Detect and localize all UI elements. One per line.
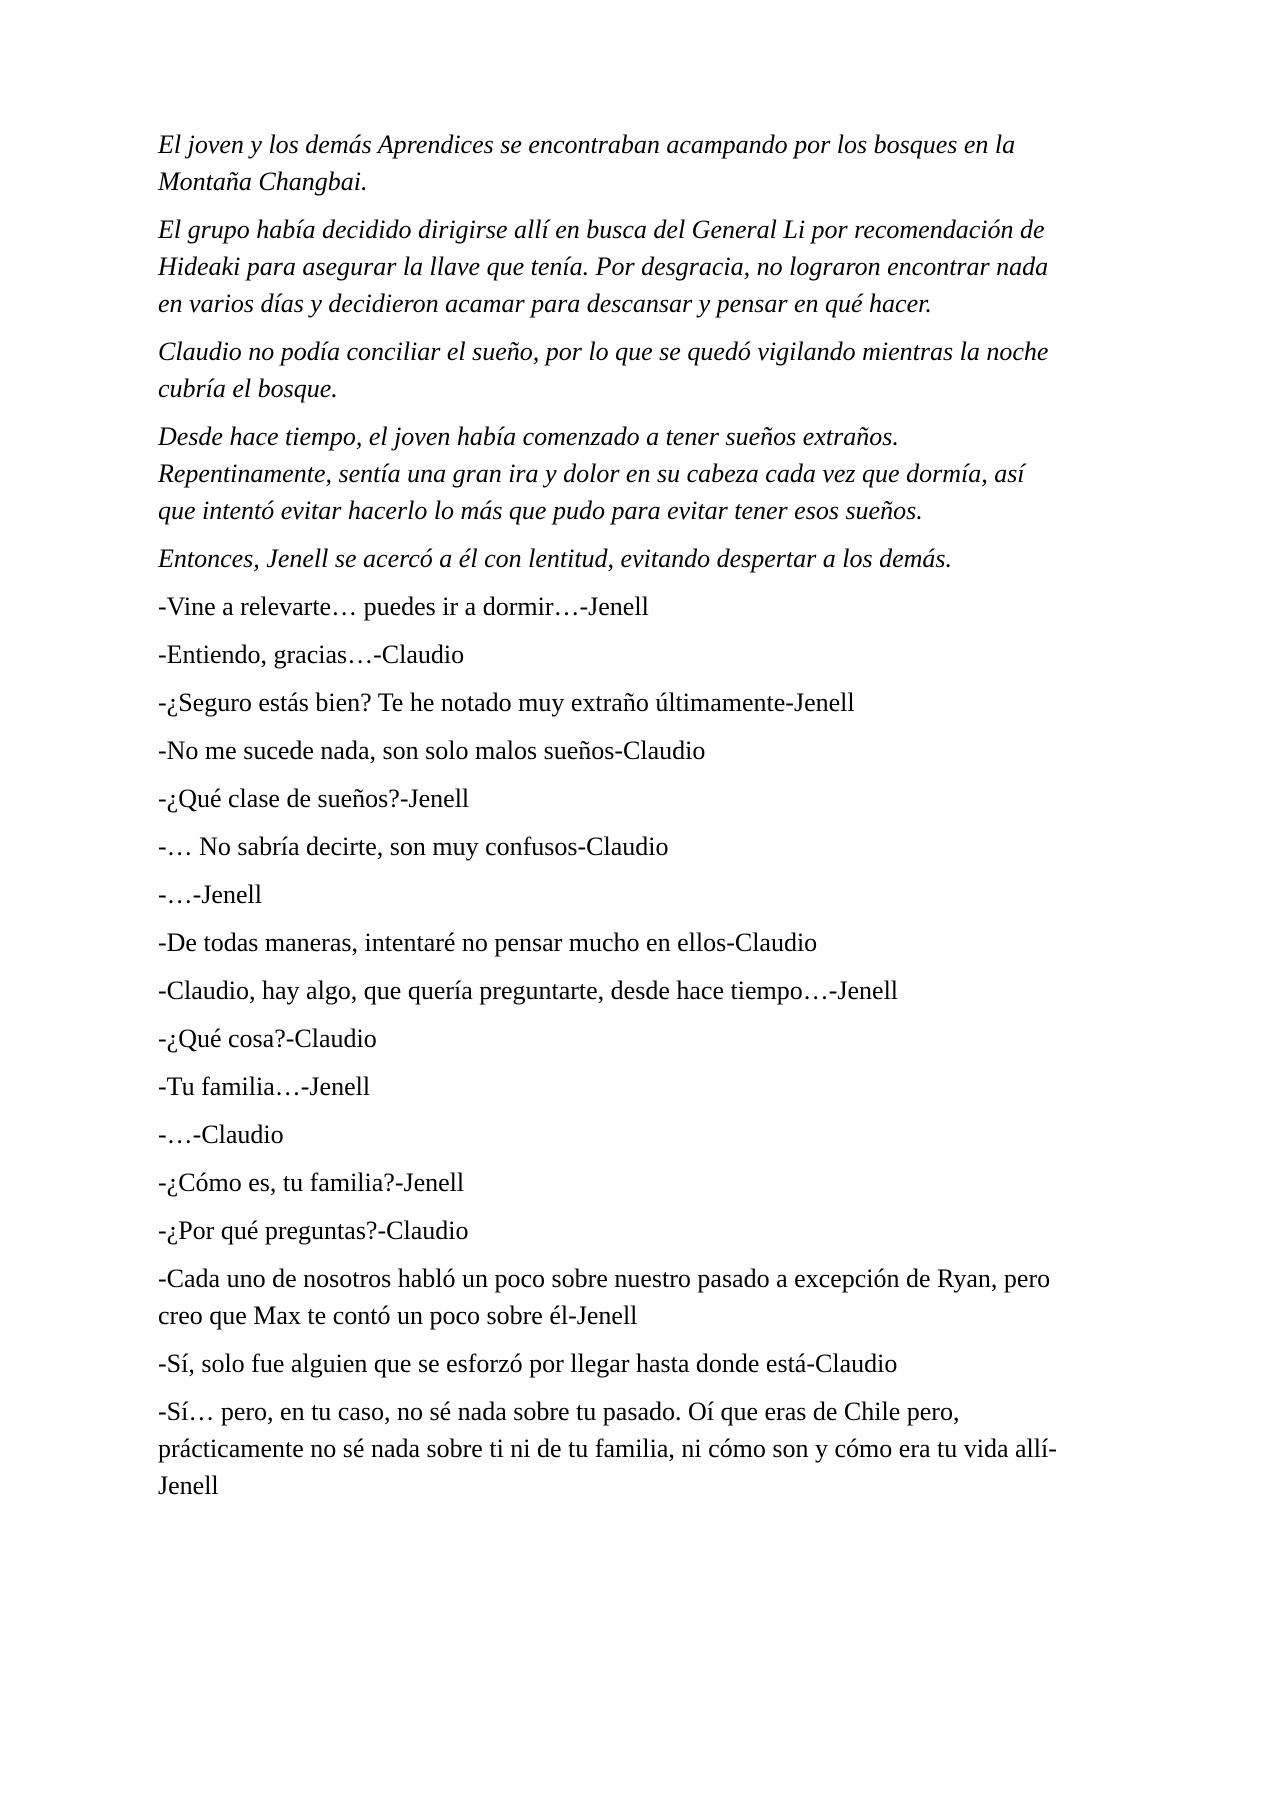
narration-paragraph: Desde hace tiempo, el joven había comenzado a tener sueños extraños. Repentinamente, sentía una gran ira y dolor en su cabeza cada vez que dormía, así que intentó evitar hacerlo lo más que pudo para evitar tener esos sueños. xyxy=(158,422,1025,525)
dialogue-line: -Sí… pero, en tu caso, no sé nada sobre tu pasado. Oí que eras de Chile pero, prácticamente no sé nada sobre ti ni de tu familia, ni cómo son y cómo era tu vida allí-Jenell xyxy=(158,1397,1057,1500)
dialogue-line: -No me sucede nada, son solo malos sueños-Claudio xyxy=(158,736,706,765)
dialogue-line: -Tu familia…-Jenell xyxy=(158,1072,371,1101)
dialogue-line: -…-Jenell xyxy=(158,880,262,909)
dialogue-line: -Cada uno de nosotros habló un poco sobre nuestro pasado a excepción de Ryan, pero creo que Max te contó un poco sobre él-Jenell xyxy=(158,1264,1051,1330)
dialogue-line: -¿Qué cosa?-Claudio xyxy=(158,1024,377,1053)
narration-paragraph: El grupo había decidido dirigirse allí en busca del General Li por recomendación de Hideaki para asegurar la llave que tenía. Por desgracia, no lograron encontrar nada en varios días y decidieron acamar para descansar y pensar en qué hacer. xyxy=(158,215,1049,318)
dialogue-line: -Entiendo, gracias…-Claudio xyxy=(158,640,465,669)
narration-paragraph: El joven y los demás Aprendices se encontraban acampando por los bosques en la Montaña Changbai. xyxy=(158,130,1016,196)
dialogue-line: -¿Seguro estás bien? Te he notado muy extraño últimamente-Jenell xyxy=(158,688,855,717)
narration-paragraph: Claudio no podía conciliar el sueño, por lo que se quedó vigilando mientras la noche cubría el bosque. xyxy=(158,337,1049,403)
dialogue-line: -Claudio, hay algo, que quería preguntarte, desde hace tiempo…-Jenell xyxy=(158,976,899,1005)
dialogue-line: -¿Cómo es, tu familia?-Jenell xyxy=(158,1168,465,1197)
document-text xyxy=(158,126,1065,1515)
dialogue-line: -Sí, solo fue alguien que se esforzó por llegar hasta donde está-Claudio xyxy=(158,1349,898,1378)
dialogue-line: -¿Qué clase de sueños?-Jenell xyxy=(158,784,470,813)
dialogue-line: -¿Por qué preguntas?-Claudio xyxy=(158,1216,469,1245)
narration-paragraph: Entonces, Jenell se acercó a él con lentitud, evitando despertar a los demás. xyxy=(158,544,953,573)
dialogue-line: -… No sabría decirte, son muy confusos-Claudio xyxy=(158,832,669,861)
dialogue-line: -Vine a relevarte… puedes ir a dormir…-Jenell xyxy=(158,592,649,621)
dialogue-line: -…-Claudio xyxy=(158,1120,284,1149)
dialogue-line: -De todas maneras, intentaré no pensar mucho en ellos-Claudio xyxy=(158,928,818,957)
